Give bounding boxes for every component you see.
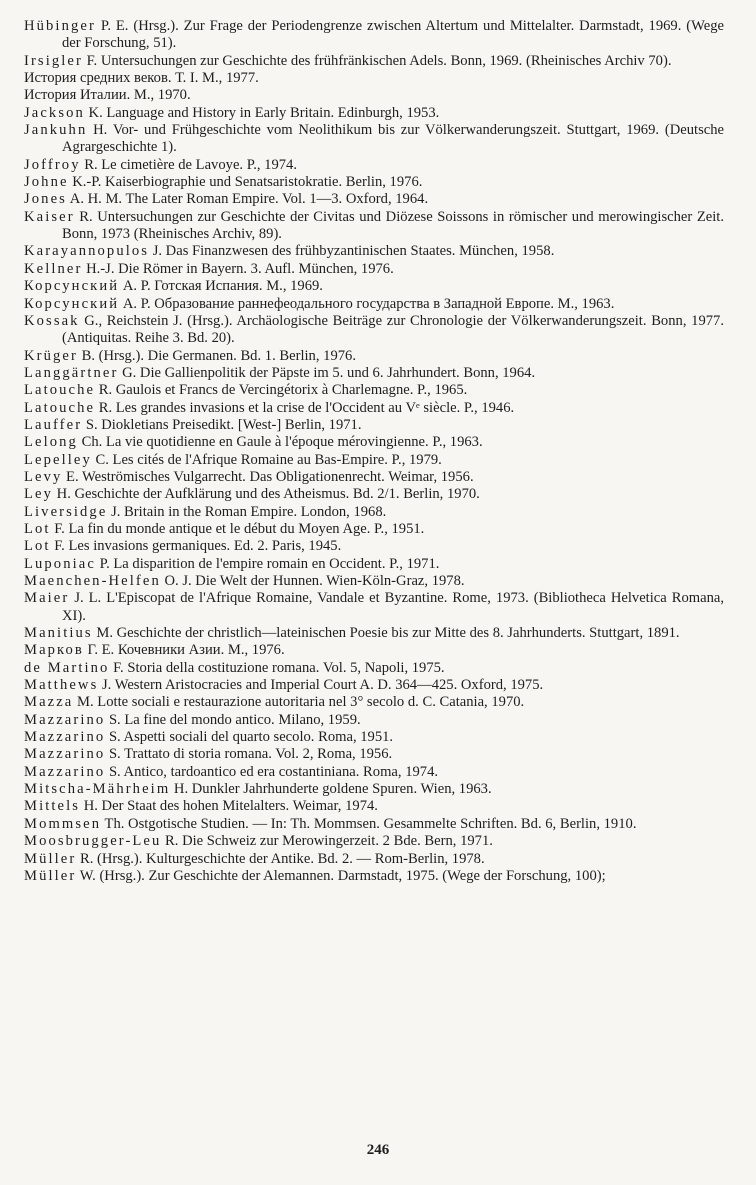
entry-author: Jones (24, 191, 67, 208)
entry-author: Levy (24, 468, 63, 485)
entry-text: H.-J. Die Römer in Bayern. 3. Aufl. München, 1976. (82, 260, 394, 277)
entry-author: Корсунский (24, 278, 120, 295)
entry-author: Müller (24, 850, 77, 867)
entry-text: Th. Ostgotische Studien. — In: Th. Mommsen. Gesammelte Schriften. Bd. 6, Berlin, 1910. (101, 815, 637, 832)
entry-text: Ch. La vie quotidienne en Gaule à l'époque mérovingienne. P., 1963. (77, 434, 483, 451)
entry-text: История Италии. М., 1970. (24, 87, 191, 104)
entry-author: Latouche (24, 382, 96, 399)
entry-text: O. J. Die Welt der Hunnen. Wien-Köln-Graz, 1978. (160, 573, 465, 589)
entry-author: Mazzarino (24, 729, 106, 746)
entry-author: Moosbrugger-Leu (24, 833, 162, 850)
entry-text: E. Weströmisches Vulgarrecht. Das Obligationenrecht. Weimar, 1956. (62, 468, 474, 485)
entry-author: Lot (24, 538, 51, 555)
bibliography-entry (24, 53, 724, 70)
entry-text: H. Dunkler Jahrhunderte goldene Spuren. Wien, 1963. (170, 781, 492, 798)
bibliography-entry (24, 816, 724, 833)
entry-author: Mazzarino (24, 711, 106, 728)
entry-text: H. Der Staat des hohen Mitelalters. Weimar, 1974. (80, 798, 378, 815)
entry-text: S. Trattato di storia romana. Vol. 2, Roma, 1956. (105, 746, 393, 763)
entry-text: J. L. L'Episcopat de l'Afrique Romaine, Vandale et Byzantine. Rome, 1973. (Bibliotheca Helvetica Romana, XI). (62, 590, 724, 624)
entry-text: C. Les cités de l'Afrique Romaine au Bas-Empire. P., 1979. (91, 451, 442, 468)
entry-author: Manitius (24, 625, 93, 642)
bibliography-entry (24, 174, 724, 191)
entry-text: H. Vor- und Frühgeschichte vom Neolithikum bis zur Völkerwanderungszeit. Stuttgart, 1969. (Deutsche Agrargeschichte 1). (62, 122, 724, 156)
bibliography-entry (24, 764, 724, 781)
bibliography-entry (24, 191, 724, 208)
bibliography-entry (24, 157, 724, 174)
entry-author: Maenchen-Helfen (24, 573, 161, 589)
entry-text: J. Western Aristocracies and Imperial Court A. D. 364—425. Oxford, 1975. (98, 677, 544, 694)
entry-text: S. Antico, tardoantico ed era costantiniana. Roma, 1974. (105, 763, 439, 780)
entry-author: Joffroy (24, 156, 81, 173)
bibliography-entry (24, 486, 724, 503)
bibliography-entry (24, 781, 724, 798)
entry-text: G. Die Gallienpolitik der Päpste im 5. und 6. Jahrhundert. Bonn, 1964. (118, 364, 536, 381)
entry-text: S. La fine del mondo antico. Milano, 1959. (105, 711, 361, 728)
bibliography-entry (24, 833, 724, 850)
entry-text: R. Die Schweiz zur Merowingerzeit. 2 Bde. Bern, 1971. (161, 833, 493, 850)
entry-author: Irsigler (24, 52, 83, 69)
entry-text: R. Gaulois et Francs de Vercingétorix à Charlemagne. P., 1965. (95, 382, 468, 399)
bibliography-entry (24, 590, 724, 625)
entry-author: Langgärtner (24, 364, 119, 381)
entry-author: Maier (24, 590, 70, 607)
bibliography-entry (24, 434, 724, 451)
bibliography-entry (24, 660, 724, 677)
entry-author: Mazzarino (24, 763, 106, 780)
entry-text: А. Р. Образование раннефеодального государства в Западной Европе. М., 1963. (119, 295, 615, 312)
bibliography-entry (24, 694, 724, 711)
bibliography-entry (24, 868, 724, 885)
entry-text: S. Aspetti sociali del quarto secolo. Roma, 1951. (105, 729, 394, 746)
bibliography-entry (24, 87, 724, 104)
entry-text: W. (Hrsg.). Zur Geschichte der Alemannen. Darmstadt, 1975. (Wege der Forschung, 100); (76, 867, 606, 884)
entry-author: Karayannopulos (24, 243, 150, 260)
bibliography-entry (24, 798, 724, 815)
bibliography-entry (24, 261, 724, 278)
entry-text: F. Untersuchungen zur Geschichte des frühfränkischen Adels. Bonn, 1969. (Rheinisches Archiv 70). (82, 52, 672, 69)
entry-text: P. E. (Hrsg.). Zur Frage der Periodengrenze zwischen Altertum und Mittelalter. Darmstadt, 1969. (Wege der Forschung, 51). (62, 18, 724, 52)
entry-author: Lauffer (24, 416, 83, 433)
entry-author: Kellner (24, 260, 83, 277)
entry-text: G., Reichstein J. (Hrsg.). Archäologische Beiträge zur Chronologie der Völkerwanderungszeit. Bonn, 1977. (Antiquitas. Reihe 3. Bd. 20). (62, 312, 724, 347)
entry-text: F. Les invasions germaniques. Ed. 2. Paris, 1945. (50, 538, 342, 555)
entry-author: Luponiac (24, 555, 96, 572)
bibliography-entry (24, 313, 724, 348)
entry-text: H. Geschichte der Aufklärung und des Atheismus. Bd. 2/1. Berlin, 1970. (53, 486, 480, 503)
entry-text: А. Р. Готская Испания. М., 1969. (119, 278, 323, 295)
bibliography-entry (24, 296, 724, 313)
entry-author: Hübinger (24, 18, 96, 34)
entry-author: Lepelley (24, 451, 92, 468)
entry-text: R. (Hrsg.). Kulturgeschichte der Antike. Bd. 2. — Rom-Berlin, 1978. (76, 850, 485, 867)
bibliography-entry (24, 452, 724, 469)
entry-text: J. Das Finanzwesen des frühbyzantinischen Staates. München, 1958. (149, 243, 555, 260)
bibliography-entry (24, 625, 724, 642)
entry-text: R. Le cimetière de Lavoye. P., 1974. (80, 156, 298, 173)
entry-author: Ley (24, 486, 53, 503)
bibliography-entry (24, 70, 724, 87)
bibliography-entry (24, 677, 724, 694)
bibliography-entry (24, 122, 724, 157)
bibliography-entry (24, 400, 724, 417)
entry-text: Г. Е. Кочевники Азии. М., 1976. (83, 642, 285, 659)
bibliography-list (24, 18, 724, 885)
bibliography-entry (24, 642, 724, 659)
entry-author: Mittels (24, 798, 81, 815)
entry-text: B. (Hrsg.). Die Germanen. Bd. 1. Berlin, 1976. (77, 347, 356, 364)
entry-author: Müller (24, 867, 77, 884)
entry-author: Jankuhn (24, 122, 88, 139)
entry-text: История средних веков. Т. I. М., 1977. (24, 70, 259, 87)
entry-author: Kossak (24, 312, 80, 329)
bibliography-entry (24, 851, 724, 868)
entry-author: Jackson (24, 104, 85, 121)
entry-author: Johne (24, 174, 69, 191)
entry-author: Matthews (24, 677, 99, 694)
bibliography-entry (24, 573, 724, 590)
bibliography-entry (24, 504, 724, 521)
bibliography-entry (24, 521, 724, 538)
bibliography-entry (24, 365, 724, 382)
bibliography-entry (24, 382, 724, 399)
entry-text: F. Storia della costituzione romana. Vol. 5, Napoli, 1975. (109, 659, 445, 676)
bibliography-entry (24, 348, 724, 365)
entry-author: Lelong (24, 434, 78, 451)
entry-author: Mazza (24, 694, 74, 711)
entry-text: F. La fin du monde antique et le début du Moyen Age. P., 1951. (50, 520, 425, 537)
bibliography-entry (24, 712, 724, 729)
page-number: 246 (366, 1142, 390, 1158)
entry-author: Latouche (24, 399, 96, 416)
entry-author: Mitscha-Mährheim (24, 781, 171, 798)
bibliography-entry (24, 417, 724, 434)
bibliography-entry (24, 278, 724, 295)
entry-text: A. H. M. The Later Roman Empire. Vol. 1—3. Oxford, 1964. (66, 191, 429, 208)
entry-text: M. Geschichte der christlich—lateinischen Poesie bis zur Mitte des 8. Jahrhunderts. Stuttgart, 1891. (92, 625, 680, 642)
entry-text: M. Lotte sociali e restaurazione autoritaria nel 3° secolo d. C. Catania, 1970. (73, 694, 525, 711)
entry-text: R. Untersuchungen zur Geschichte der Civitas und Diözese Soissons in römischer und merowingischer Zeit. Bonn, 1973 (Rheinisches Archiv, 89). (62, 208, 724, 243)
entry-author: Mommsen (24, 815, 102, 832)
entry-text: P. La disparition de l'empire romain en Occident. P., 1971. (95, 555, 440, 572)
entry-author: Liversidge (24, 503, 108, 520)
entry-author: Lot (24, 520, 51, 537)
entry-text: R. Les grandes invasions et la crise de l'Occident au Vᵉ siècle. P., 1946. (95, 399, 515, 416)
entry-text: J. Britain in the Roman Empire. London, 1968. (107, 503, 387, 520)
bibliography-entry (24, 538, 724, 555)
entry-text: S. Diokletians Preisedikt. [West-] Berlin, 1971. (82, 416, 362, 433)
bibliography-entry (24, 729, 724, 746)
entry-author: Mazzarino (24, 746, 106, 763)
bibliography-entry (24, 469, 724, 486)
entry-text: K.-P. Kaiserbiographie und Senatsaristokratie. Berlin, 1976. (68, 174, 423, 191)
entry-author: Корсунский (24, 295, 120, 312)
entry-text: K. Language and History in Early Britain. Edinburgh, 1953. (84, 104, 440, 121)
bibliography-entry (24, 746, 724, 763)
entry-author: Марков (24, 642, 84, 659)
entry-author: Kaiser (24, 208, 75, 225)
bibliography-entry (24, 556, 724, 573)
entry-author: de Martino (24, 659, 110, 676)
bibliography-entry (24, 18, 724, 53)
bibliography-entry (24, 105, 724, 122)
bibliography-entry (24, 243, 724, 260)
entry-author: Krüger (24, 347, 78, 364)
bibliography-entry (24, 209, 724, 244)
